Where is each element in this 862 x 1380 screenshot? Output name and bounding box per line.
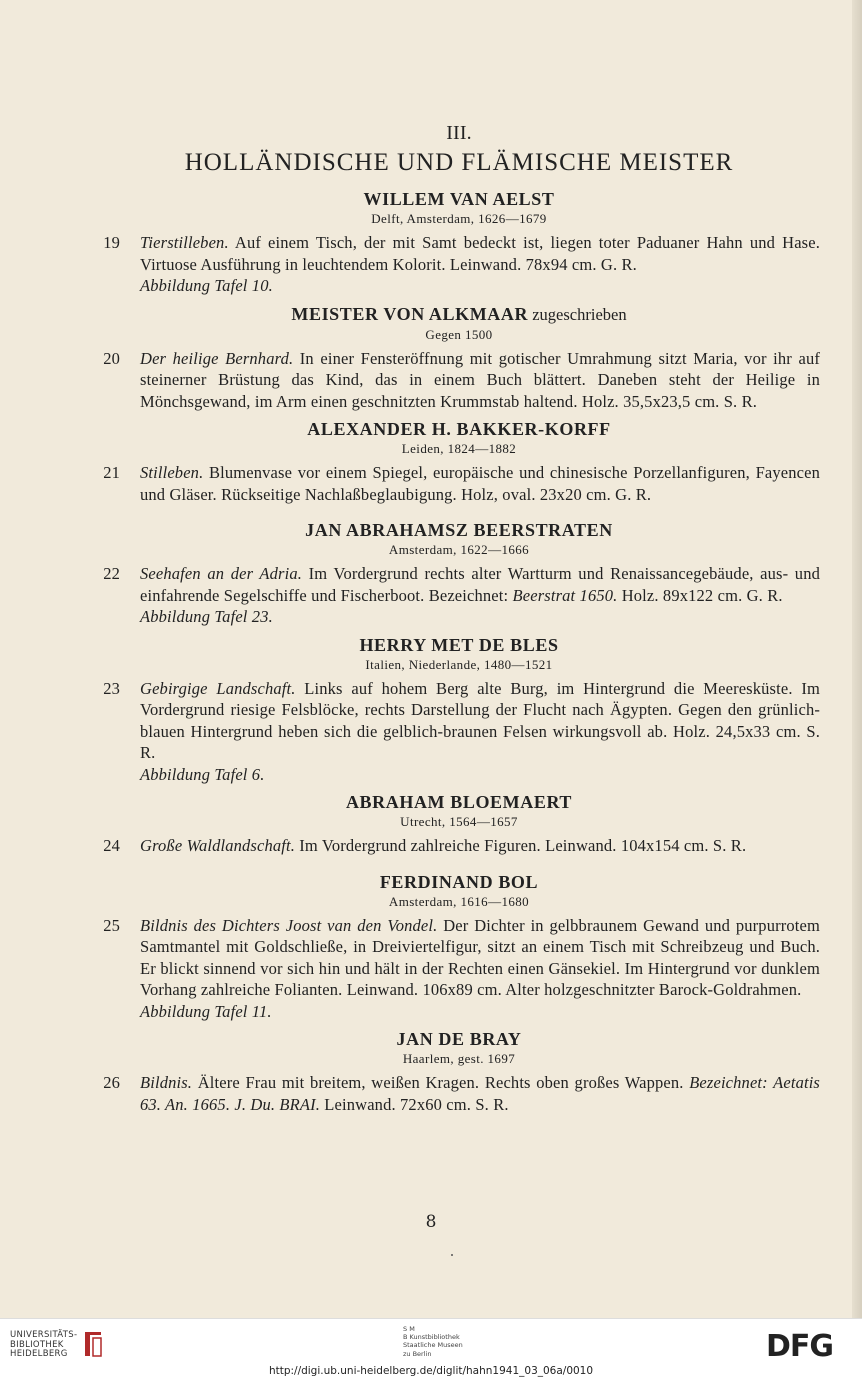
page-number: 8 (425, 1212, 437, 1232)
section-title: HOLLÄNDISCHE UND FLÄMISCHE MEISTER (184, 149, 734, 176)
catalog-entry (98, 678, 820, 786)
artist-name: FERDINAND BOL (379, 871, 539, 892)
entry-text: Im Vordergrund rechts alter Wartturm und Renaissancegebäude, aus- und einfahrende Segelschiffe und Fischerboot. Bezeichnet: (140, 564, 820, 605)
artist-name: JAN ABRAHAMSZ BEERSTRATEN (305, 520, 613, 540)
page-edge-shadow (852, 0, 862, 1318)
entry-text: Links auf hohem Berg alte Burg, im Hintergrund die Meeresküste. Im Vordergrund riesige Felsblöcke, rechts Darstellung der Flucht nach Ägypten. Gegen den grünlich-blauen Hintergrund heben sich die gelblich-braunen Felsen wirkungsvoll ab. Holz. 24,5x33 cm. S. R. (140, 678, 820, 762)
artist-name: WILLEM VAN AELST (363, 189, 555, 209)
entry-text-continued: Holz. 89x122 cm. G. R. (617, 585, 783, 605)
catalog-entry (98, 835, 820, 857)
entry-text: Blumenvase vor einem Spiegel, europäische und chinesische Porzellanfiguren, Fayencen und Gläser. Rückseitige Nachlaßbeglaubigung. Holz, oval. 23x20 cm. G. R. (140, 463, 820, 504)
entry-illustration: Abbildung Tafel 10. (140, 276, 273, 295)
artist-place: Amsterdam, 1622—1666 (388, 542, 530, 557)
catalog-entry (98, 232, 820, 297)
section-number: III. (446, 122, 472, 144)
entry-illustration: Abbildung Tafel 6. (140, 764, 265, 784)
artist-place: Italien, Niederlande, 1480—1521 (365, 656, 553, 672)
entry-title: Große Waldlandschaft. (140, 836, 296, 855)
entry-number: 25 (103, 915, 120, 935)
entry-title: Tierstilleben. (140, 233, 229, 252)
entry-number: 23 (103, 678, 120, 698)
catalog-entry (98, 348, 820, 413)
catalog-content (98, 120, 820, 1115)
speck (451, 1254, 453, 1256)
entry-title: Bildnis des Dichters Joost van den Vondel. (140, 915, 438, 935)
entry-text: Im Vordergrund zahlreiche Figuren. Leinwand. 104x154 cm. S. R. (295, 836, 747, 855)
entry-text: Auf einem Tisch, der mit Samt bedeckt ist, liegen toter Paduaner Hahn und Hase. Virtuose Ausführung in leuchtendem Kolorit. Leinwand. 78x94 cm. G. R. (140, 233, 820, 274)
university-emblem-icon (82, 1328, 104, 1360)
entry-number: 26 (103, 1073, 120, 1092)
artist-place: Amsterdam, 1616—1680 (388, 893, 530, 909)
entry-number: 19 (103, 233, 120, 252)
catalog-entry (98, 462, 820, 505)
entry-title: Bildnis. (140, 1073, 193, 1092)
entry-title: Gebirgige Landschaft. (140, 678, 296, 698)
entry-title: Seehafen an der Adria. (140, 564, 303, 583)
artist-name: MEISTER VON ALKMAAR zugeschrieben (291, 303, 627, 324)
entry-illustration: Abbildung Tafel 23. (140, 607, 273, 626)
catalog-entry (98, 915, 820, 1023)
entry-text: Ältere Frau mit breitem, weißen Kragen. Rechts oben großes Wappen. (192, 1073, 690, 1092)
entry-text: Der Dichter in gelbbraunem Gewand und purpurrotem Samtmantel mit Goldschließe, in Dreiviertelfigur, sitzt an einem Tisch mit Schreibzeug und Buch. Er blickt sinnend vor sich hin und hält in der Rechten einen Gänsekiel. Im Hintergrund vor dunklem Vorhang zahlreiche Folianten. Leinwand. 106x89 cm. Alter holzgeschnitzter Barock-Goldrahmen. (140, 915, 820, 999)
source-url-link[interactable]: http://digi.ub.uni-heidelberg.de/diglit/hahn1941_03_06a/0010 (268, 1365, 594, 1377)
artist-name: JAN DE BRAY (396, 1029, 522, 1049)
entry-text-continued: Leinwand. 72x60 cm. S. R. (320, 1094, 509, 1114)
entry-number: 20 (103, 348, 120, 368)
entry-title: Der heilige Bernhard. (140, 348, 294, 368)
dfg-logo[interactable]: DFG (766, 1329, 834, 1364)
artist-attribution: zugeschrieben (528, 304, 627, 324)
artist-place: Gegen 1500 (425, 326, 493, 342)
artist-name: ABRAHAM BLOEMAERT (345, 792, 573, 812)
entry-text: In einer Fensteröffnung mit gotischer Umrahmung sitzt Maria, vor ihr auf steinerner Brüstung das Kind, das in einem Buch blättert. Daneben steht der Heilige in Mönchsgewand, im Arm einen geschnitzten Krummstab haltend. Holz. 35,5x23,5 cm. S. R. (140, 348, 821, 411)
artist-place: Utrecht, 1564—1657 (400, 814, 518, 829)
catalog-entry (98, 1072, 820, 1115)
entry-number: 21 (103, 463, 120, 482)
kunstbibliothek-stamp: S M B Kunstbibliothek Staatliche Museen zu Berlin (403, 1325, 463, 1358)
entry-illustration: Abbildung Tafel 11. (140, 1001, 272, 1021)
artist-name: HERRY MET DE BLES (359, 634, 559, 655)
entry-signature: Bezeichnet: Aetatis 63. An. 1665. J. Du. BRAI. (140, 1073, 821, 1114)
entry-signature: Beerstrat 1650. (512, 585, 618, 605)
artist-place: Delft, Amsterdam, 1626—1679 (371, 211, 547, 226)
footer-bar (0, 1318, 862, 1380)
artist-place: Leiden, 1824—1882 (401, 441, 517, 456)
catalog-entry (98, 563, 820, 628)
entry-number: 22 (103, 564, 120, 583)
entry-title: Stilleben. (140, 463, 204, 482)
university-library-logo[interactable]: UNIVERSITÄTS- BIBLIOTHEK HEIDELBERG (10, 1330, 78, 1359)
artist-name: ALEXANDER H. BAKKER-KORFF (307, 419, 611, 439)
entry-number: 24 (103, 836, 120, 855)
artist-place: Haarlem, gest. 1697 (402, 1051, 516, 1066)
